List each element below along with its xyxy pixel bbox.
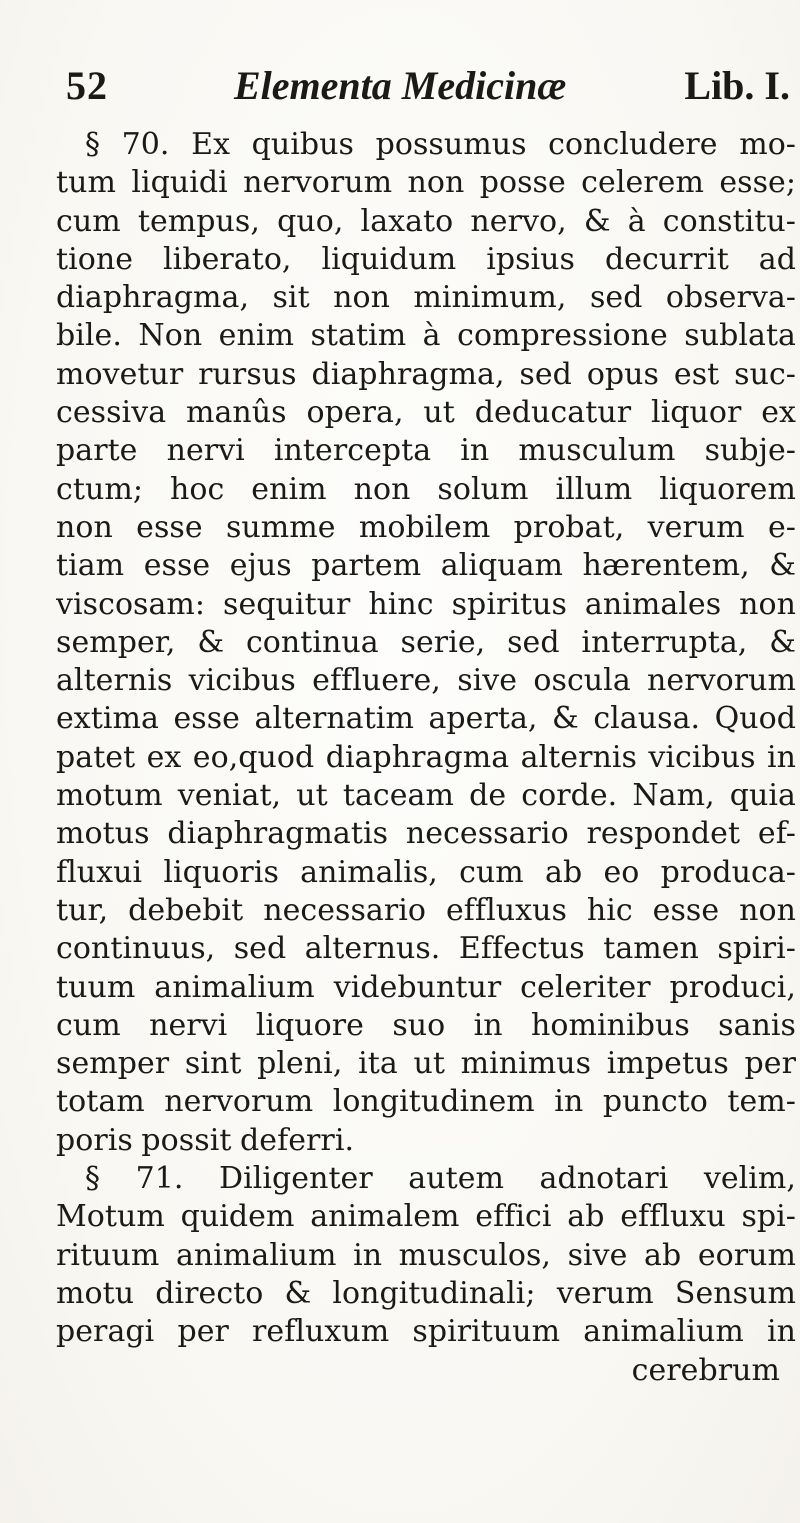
text-line: semper sint pleni, ita ut minimus impetus per [56,1046,796,1082]
text-line: totam nervorum longitudinem in puncto tem- [56,1084,796,1120]
text-line: tione liberato, liquidum ipsius decurrit ad [56,241,796,277]
text-line: semper, & continua serie, sed interrupta, & [56,624,796,660]
text-line: tur, debebit necessario effluxus hic esse non [56,892,796,928]
text-line: fluxui liquoris animalis, cum ab eo produca- [56,854,796,890]
text-line: bile. Non enim statim à compressione sublata [56,318,796,354]
text-line: alternis vicibus effluere, sive oscula nervorum [56,663,796,699]
catchword: cerebrum [631,1352,780,1388]
page-number: 52 [66,63,108,108]
text-line: rituum animalium in musculos, sive ab eorum [56,1237,796,1273]
text-line: cessiva manûs opera, ut deducatur liquor ex [56,395,796,431]
running-title: Elementa Medicinæ [234,63,567,108]
text-line: non esse summe mobilem probat, verum e- [56,509,796,545]
text-line: Motum quidem animalem effici ab effluxu spi- [56,1199,796,1235]
body-text [56,126,796,1390]
text-line: § 71. Diligenter autem adnotari velim, [85,1161,796,1197]
text-line: peragi per refluxum spirituum animalium in [56,1314,796,1350]
text-line: extima esse alternatim aperta, & clausa. Quod [56,701,796,737]
text-line: motum veniat, ut taceam de corde. Nam, quia [56,778,796,814]
text-line: motus diaphragmatis necessario respondet ef- [56,816,796,852]
text-line: diaphragma, sit non minimum, sed observa- [56,280,796,316]
text-line: cum tempus, quo, laxato nervo, & à constitu- [56,203,796,239]
text-line: ctum; hoc enim non solum illum liquorem [56,471,796,507]
text-line: tuum animalium videbuntur celeriter produci, [56,969,796,1005]
text-line: tum liquidi nervorum non posse celerem esse; [56,165,796,201]
text-line: continuus, sed alternus. Effectus tamen spiri- [56,931,796,967]
book-label: Lib. I. [684,63,790,108]
text-line: § 70. Ex quibus possumus concludere mo- [85,127,796,162]
running-head [66,62,794,116]
text-line: tiam esse ejus partem aliquam hærentem, & [56,548,796,584]
text-line: patet ex eo,quod diaphragma alternis vicibus in [56,739,796,775]
text-line: parte nervi intercepta in musculum subje- [56,433,796,469]
text-line: viscosam: sequitur hinc spiritus animales non [56,586,796,622]
text-line: movetur rursus diaphragma, sed opus est suc- [56,356,796,392]
text-line: motu directo & longitudinali; verum Sensum [56,1275,796,1311]
text-line: poris possit deferri. [56,1122,355,1158]
text-line: cum nervi liquore suo in hominibus sanis [56,1007,796,1043]
